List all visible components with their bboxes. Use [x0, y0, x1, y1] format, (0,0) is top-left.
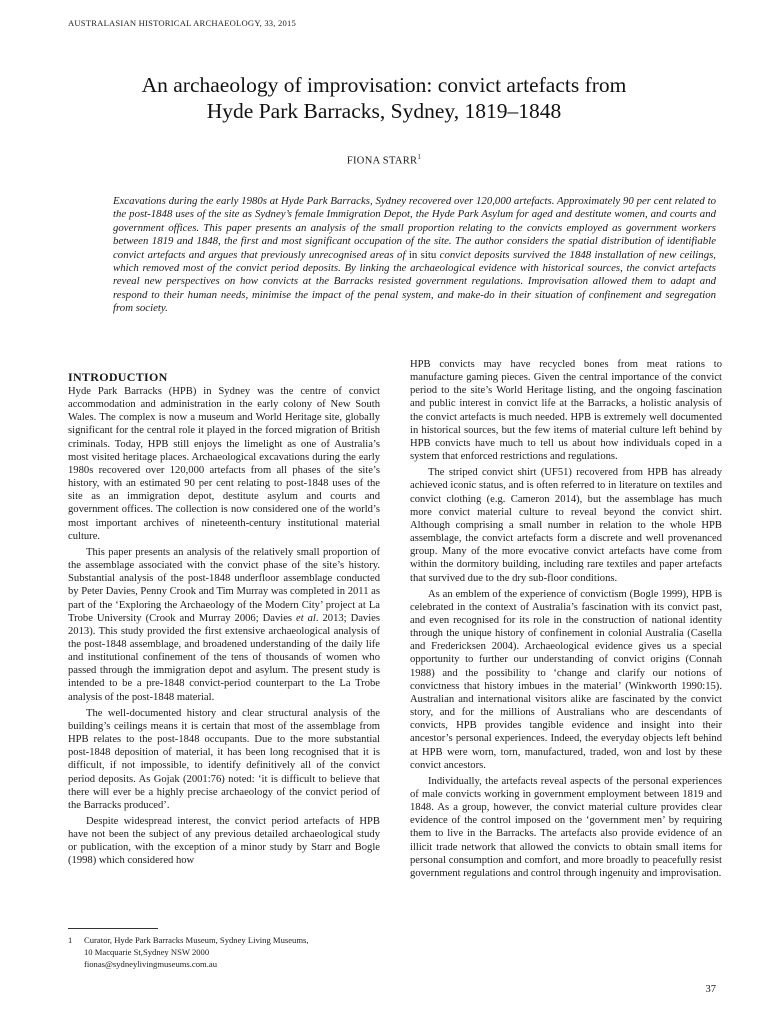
page-number: 37: [705, 984, 716, 995]
paragraph: The striped convict shirt (UF51) recovered from HPB has already achieved iconic status, and is often referred to in literature on textiles and convict clothing (e.g. Cameron 2014), but the assemblage has much more convict material culture to reveal beyond the convict shirt. Although comprising a small number in relation to the whole HPB assemblage, the convict artefacts form a discrete and well provenanced group. Many of the more evocative convict artefacts have come from within the dormitory building, including rare textiles and paper artefacts that survived due to the dry sub-floor conditions.: [410, 467, 722, 584]
footnote: [68, 935, 388, 970]
left-column: [68, 370, 380, 871]
abstract-in-situ: in situ: [408, 248, 437, 261]
article-title: [60, 72, 708, 124]
footnote-line-1: [68, 935, 388, 947]
abstract-part-1: Excavations during the early 1980s at Hyde Park Barracks, Sydney recovered over 120,000 artefacts. Approximately 90 per cent related to the post-1848 uses of the site as Sydney’s female Immigration Depot, the Hyde Park Asylum for aged and destitute women, and courts and government offices. This paper presents an analysis of the small proportion relating to the convicts employed as government workers between 1819 and 1848, the first and most significant occupation of the site. The author considers the spatial distribution of identifiable convict artefacts and argues that previously unrecognised areas of: [113, 195, 716, 261]
title-line-1: An archaeology of improvisation: convict artefacts from: [141, 73, 627, 97]
paragraph: Individually, the artefacts reveal aspects of the personal experiences of male convicts working in government employment between 1819 and 1848. As a group, however, the convict material culture provides clear evidence of the control imposed on the ‘government men’ by requiring them to live in the Barracks. The artefacts also provide evidence of an illicit trade network that allowed the convicts to obtain small items for personal consumption and comfort, and more broadly to peacefully resist government regulations and control through ingenuity and improvisation.: [410, 775, 722, 879]
et-al: et al: [296, 612, 316, 624]
author-name: FIONA STARR: [346, 155, 418, 167]
footnote-number: 1: [68, 935, 73, 945]
author-footnote-mark: 1: [417, 153, 422, 161]
paragraph-text: . 2013; Davies 2013). This study provided the first extensive archaeological analysis of the post-1848 assemblage, and broadened understanding of the daily life and institutional confinement of the tens of thousands of women who passed through the immigration depot and asylum. The present study is intended to be a pre-1848 convict-period counterpart to the La Trobe analysis of the post-1848 material.: [68, 612, 380, 703]
paragraph: As an emblem of the experience of convictism (Bogle 1999), HPB is celebrated in the context of Australia’s fascination with its convict past, and even recognised for its role in the construction of national identity through the unique history of confinement in colonial Australia (Casella and Fredericksen 2004). Archaeological evidence gives us a special opportunity to further our understanding of convict origins (Connah 1988) and the possibility to ‘change and clarify our notions of convictness that history imbues in the material’ (Winkworth 1990:15). Australian and international visitors alike are fascinated by the convict story, and for the millions of Australians who are descendants of convicts, HPB provides tangible evidence and insight into their ancestor’s personal experiences. Indeed, the everyday objects left behind at HPB were worn, torn, manufactured, traded, won and lost by these convict ancestors.: [410, 588, 722, 771]
right-column: [410, 358, 722, 883]
paragraph: Despite widespread interest, the convict period artefacts of HPB have not been the subject of any previous detailed archaeological study or publication, with the exception of a minor study by Starr and Bogle (1998) which considered how: [68, 816, 380, 867]
footnote-email: fionas@sydneylivingmuseums.com.au: [84, 958, 217, 969]
paragraph: Hyde Park Barracks (HPB) in Sydney was the centre of convict accommodation and administration in the early colony of New South Wales. The complex is now a museum and World Heritage site, globally significant for the central role it played in the forced migration of British criminals. Today, HPB still enjoys the limelight as one of Australia’s most visited heritage places. Archaeological excavations during the early 1980s recovered over 120,000 artefacts from all phases of the site’s history, with an estimated 90 per cent relating to post-1848 uses of the site as an immigration depot, destitute asylum and courts and government offices. The collection is now considered one of the world’s most important archives of nineteenth-century institutional material culture.: [68, 386, 380, 542]
paragraph: The well-documented history and clear structural analysis of the building’s ceilings means it is certain that most of the assemblage from HPB relates to the post-1848 occupants. Due to the more substantial post-1848 deposition of material, it has been long recognised that it is difficult, if not impossible, to identify definitively all of the convict period deposits. As Gojak (2001:76) noted: ‘it is difficult to believe that there will ever be a highly precise archaeology of the convict period of the Barracks produced’.: [68, 707, 380, 811]
abstract-part-2: convict deposits survived the 1848 installation of new ceilings, which removed most of the convict period deposits. By linking the archaeological evidence with historical sources, the convict artefacts reveal new perspectives on how convicts at the Barracks resisted government regulations. Improvisation allowed them to adapt and respond to their human needs, minimise the impact of the penal system, and make-do in their situation of confinement and segregation from society.: [113, 248, 716, 315]
title-line-2: Hyde Park Barracks, Sydney, 1819–1848: [206, 99, 562, 123]
abstract: [113, 195, 716, 316]
footnote-rule: [68, 928, 158, 929]
paragraph-text: This paper presents an analysis of the relatively small proportion of the assemblage associated with the convict phase of the site’s history. Substantial analysis of the post-1848 underfloor assemblage conducted by Peter Davies, Penny Crook and Tim Murray was completed in 2011 as part of the ‘Exploring the Archaeology of the Modern City’ project at La Trobe University (Crook and Murray 2006; Davies: [68, 546, 380, 624]
footnote-line-2: 10 Macquarie St,Sydney NSW 2000: [84, 946, 210, 957]
author: [0, 153, 768, 167]
journal-header: AUSTRALASIAN HISTORICAL ARCHAEOLOGY, 33, 2015: [68, 18, 296, 28]
section-heading: INTRODUCTION: [68, 370, 168, 384]
footnote-text: Curator, Hyde Park Barracks Museum, Sydney Living Museums,: [84, 935, 309, 945]
paragraph: [68, 546, 380, 704]
paragraph: HPB convicts may have recycled bones from meat rations to manufacture gaming pieces. Given the central importance of the convict period to the site’s World Heritage listing, and the ongoing fascination and public interest in convict life at the Barracks, a holistic analysis of the convict artefacts is much needed. HPB is extremely well documented in historical sources, but the few items of material culture left behind by HPB convicts have much to tell us about how individuals coped in a system that enforced restrictions and regulations.: [410, 359, 722, 463]
